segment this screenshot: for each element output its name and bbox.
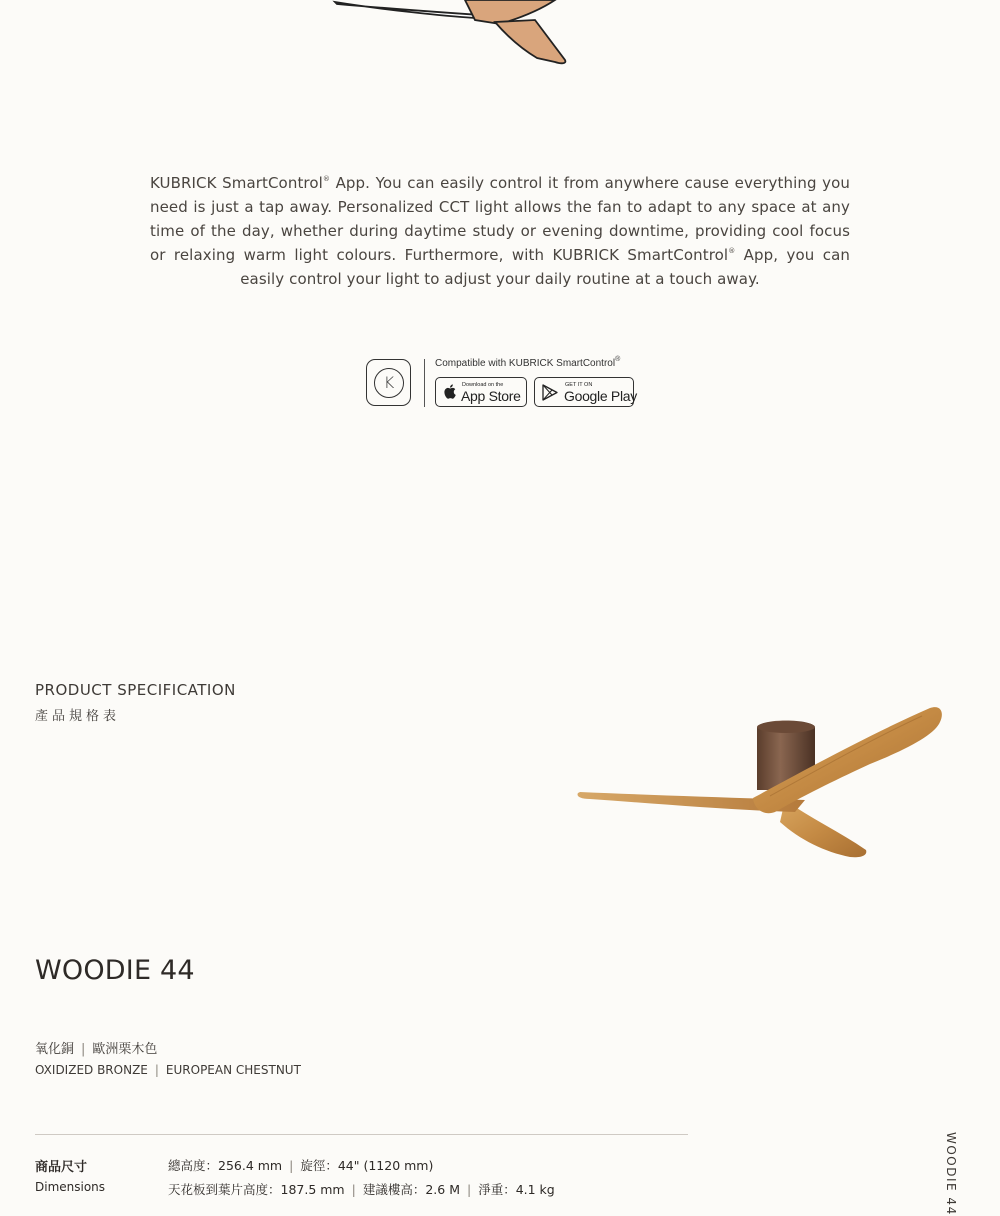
finish-zh-2: 歐洲栗木色 <box>92 1042 158 1057</box>
kubrick-k-icon: K <box>374 368 404 398</box>
dimension-net-weight: 淨重：4.1 kg <box>478 1182 555 1197</box>
spec-divider <box>35 1134 688 1135</box>
dimension-ceiling-to-blade: 天花板到葉片高度：187.5 mm <box>168 1182 345 1197</box>
fan-outline-illustration <box>325 0 575 70</box>
google-play-icon <box>542 384 558 401</box>
fan-product-image <box>570 700 950 870</box>
kubrick-logo <box>366 359 411 406</box>
separator: | <box>351 1182 356 1197</box>
google-play-small-text: GET IT ON <box>565 382 593 388</box>
separator: | <box>466 1182 472 1197</box>
dimensions-line-2 <box>168 1180 555 1198</box>
finish-en-2: EUROPEAN CHESTNUT <box>165 1063 301 1077</box>
google-play-label: Google Play <box>564 388 637 404</box>
finish-zh <box>35 1038 157 1057</box>
app-store-small-text: Download on the <box>462 382 504 388</box>
app-store-label: App Store <box>461 388 521 404</box>
separator: | <box>154 1063 159 1077</box>
finish-en-1: OXIDIZED BRONZE <box>35 1063 148 1077</box>
google-play-button[interactable] <box>534 377 637 407</box>
separator: | <box>81 1042 86 1057</box>
finish-en <box>35 1063 301 1077</box>
dimension-diameter: 旋徑：44" (1120 mm) <box>300 1158 434 1173</box>
intro-paragraph: KUBRICK SmartControl® App. You can easily control it from anywhere cause everything you need is just a tap away. Personalized CCT light allows the fan to adapt to any space at any time of the day, whether during daytime study or evening downtime, providing cool focus or relaxing warm light colours. Furthermore, with KUBRICK SmartControl® App, you can easily control your light to adjust your daily routine at a touch away. <box>150 174 850 288</box>
dimensions-label-en: Dimensions <box>35 1180 106 1194</box>
badge-divider <box>424 359 425 407</box>
product-name: WOODIE 44 <box>35 955 195 986</box>
dimension-total-height: 總高度：256.4 mm <box>168 1158 283 1173</box>
separator: | <box>289 1158 294 1173</box>
apple-icon <box>444 384 456 399</box>
dimension-ceiling-height: 建議樓高：2.6 M <box>362 1182 460 1197</box>
spec-heading-en: PRODUCT SPECIFICATION <box>35 681 236 699</box>
compatible-text: Compatible with KUBRICK SmartControl® <box>435 356 621 369</box>
side-product-label: WOODIE 44 <box>944 1132 958 1216</box>
dimensions-line-1 <box>168 1156 433 1174</box>
finish-zh-1: 氧化銅 <box>35 1042 75 1057</box>
app-store-button[interactable] <box>435 377 527 407</box>
dimensions-label-zh: 商品尺寸 <box>35 1160 88 1175</box>
spec-heading-zh: 產品規格表 <box>35 709 121 724</box>
